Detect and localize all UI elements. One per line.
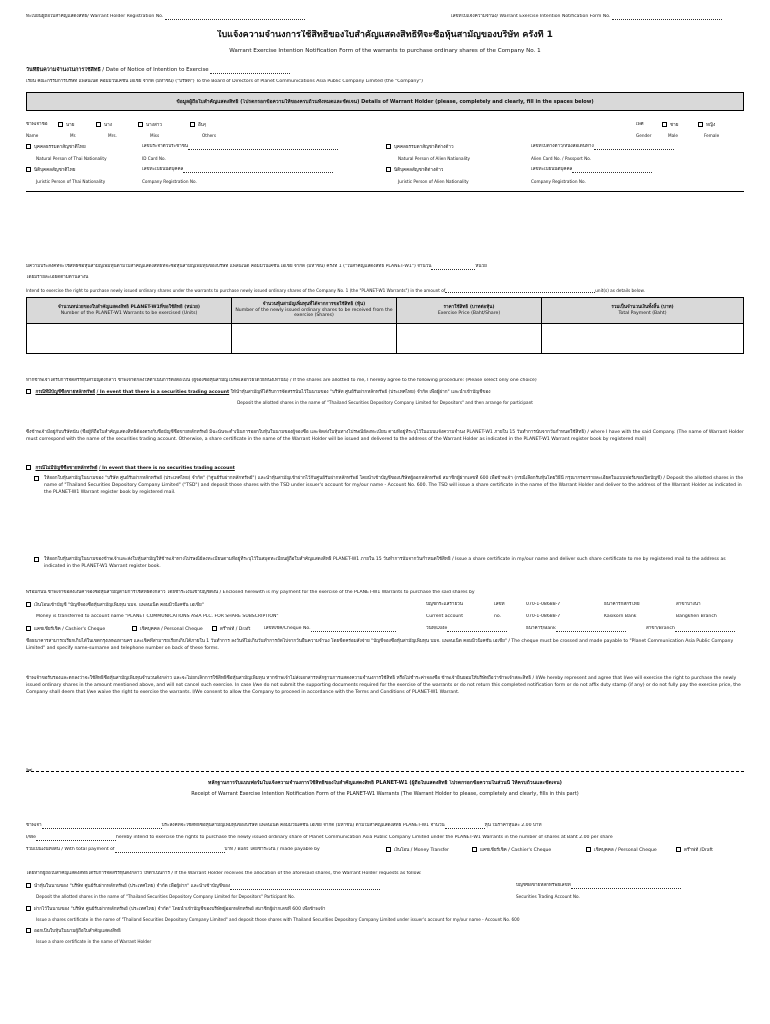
alien-reg-no-field[interactable] [572,168,652,173]
receipt-opt-cashier: แคชเชียร์เช็ค / Cashier's Cheque [480,848,552,853]
alien-juristic-checkbox[interactable] [386,167,391,172]
opt1-checkbox[interactable] [26,389,31,394]
title-checkbox-miss[interactable] [138,122,143,127]
intend-unit-th: หน่วย [475,264,487,269]
delivery-intro: หากข้าพเจ้าได้รับการจัดสรรหุ้นสามัญดังกล่าว ข้าพเจ้าตกลงให้ดำเนินการดังต่อไปนี้ (ผู้จองซื้อหุ้นสามัญโปรดเลือกวิธีใดวิธีหนึ่งเท่านั้น) / If the shares are allotted to me, I hereby agree to the following procedure: (Please select only one choice) [26,378,537,383]
alien-natural-label: บุคคลธรรมดาสัญชาติต่างด้าว [394,145,454,150]
receipt-opt-draft: ดร๊าฟท์ /Draft [684,848,713,853]
opt1-th: กรณีที่มีบัญชีซื้อขายหลักทรัพย์ [35,390,96,395]
intend-th2: โดยมีรายละเอียดตามด้านล่างนี้ [26,275,89,280]
branch-th: สาขาบางนา [676,602,701,607]
receipt-l2b: hereby intend to exercise the rights to purchase the newly issued ordinary share of Planet Communication Asia Public Company Limited under the PLANET-W1 Warrants in the number of shares at Baht 2.00 per share [116,835,613,840]
cheque-no-field[interactable] [311,627,396,632]
alien-id-label: เลขที่ใบต่างด้าว/หนังสือเดินทาง [531,144,594,149]
receipt-r1-en-b: Securities Trading Account No. [516,894,580,899]
thai-natural-en: Natural Person of Thai Nationality [36,156,107,161]
cut-line [26,771,744,772]
acct-no: 070-1-08688-7 [526,602,561,607]
warrant-table [26,297,744,354]
receipt-l1c: หุ้น ในราคาหุ้นละ 2.00 บาท [484,823,542,828]
intend-th: มีความประสงค์ที่จะใช้สิทธิซื้อหุ้นสามัญเพิ่มทุนตามใบสำคัญแสดงสิทธิที่จะซื้อหุ้นสามัญเพิ่มทุนของบริษัท แพลนเน็ต คอมมิวนิเคชั่น เอเชีย จำกัด (มหาชน) ครั้งที่ 1 ("ใบสำคัญแสดงสิทธิ PLANET-W1") จำนวน [26,264,432,269]
notice-date-label-en: / Date of Notice of Intention to Exercise [102,67,209,73]
person-type-row-1 [26,144,744,151]
thai-juristic-label: นิติบุคคลสัญชาติไทย [34,168,76,173]
alien-juristic-en: Juristic Person of Alien Nationality [398,179,469,184]
bank-th: ธนาคารกสิกรไทย [604,602,640,607]
receipt-l3b: บาท / Baht โดยชำระเงิน / made payable by [224,847,320,852]
receipt-l3 [26,847,744,853]
units-cell[interactable] [27,324,232,354]
intend-units-en-field[interactable] [445,288,595,293]
cheque-bank-label: ธนาคาร/Bank [526,626,556,631]
thai-juristic-checkbox[interactable] [26,167,31,172]
col1-en: Number of the PLANET-W1 Warrants to be exercised (Units) [60,310,198,316]
col2-en: Number of the newly issued ordinary shares to be received from the exercise (Shares) [235,307,393,319]
receipt-r3-en-text: Issue a share certificate in the name of Warrant Holder [36,939,152,944]
gender-en: Gender [636,133,652,138]
cheque-date-field[interactable] [447,627,507,632]
reg-no-field[interactable] [183,168,333,173]
receipt-opt-transfer: เงินโอน / Money Transfer [394,848,449,853]
holder-reg-no-field[interactable] [165,15,305,20]
title-mr-th: นาย [66,123,75,128]
opt2-th: กรณีไม่มีบัญชีซื้อขายหลักทรัพย์ [35,466,98,471]
receipt-l2a: I/We [26,835,37,840]
title-checkbox-other[interactable] [190,122,195,127]
person-type-en-row-2 [26,179,744,184]
notice-date-field[interactable] [210,69,290,74]
transfer-row [26,602,744,609]
receipt-r3-checkbox[interactable] [26,928,31,933]
warrant-table-entry-row [27,324,744,354]
receipt-r1-broker-field[interactable] [230,885,380,890]
acct-no-en: 070-1-08688-7 [526,614,561,619]
acct-no-en-label: no. [494,614,502,619]
receipt-name-field[interactable] [42,824,162,829]
receipt-personal-checkbox[interactable] [586,847,591,852]
price-cell[interactable] [397,324,542,354]
notice-date-label-th: วันที่ยื่นความจำนงในการใช้สิทธิ [26,67,101,73]
receipt-shares-field[interactable] [445,824,485,829]
receipt-r1-acct-field[interactable] [571,884,681,889]
receipt-name-en-field[interactable] [36,836,116,841]
payment-intro: พร้อมกันนี้ ข้าพเจ้าขอส่งเงินค่าจองซื้อหุ้นสามัญตามการใช้สิทธิดังกล่าว โดยชำระเงินเข้าบัญชีดังนี้ / Enclosed herewith is my payment for the exercise of the PLANET-W1 Warrants to purchase the said shares by [26,590,475,595]
title-miss-en: Miss [150,133,160,138]
reg-no-label: เลขทะเบียนนิติบุคคล [142,167,184,172]
receipt-l1 [26,823,744,829]
cheque-bank-field[interactable] [556,627,626,632]
sex-female-th: หญิง [706,123,716,128]
thai-juristic-en: Juristic Person of Thai Nationality [36,179,106,184]
opt1-row [26,389,744,396]
person-type-en-row-1 [26,156,744,161]
receipt-l2 [26,835,744,841]
receipt-title-th: หลักฐานการรับแบบฟอร์มใบแจ้งความจำนงการใช้สิทธิของใบสำคัญแสดงสิทธิ PLANET-W1 (ผู้ถือใบแสดงสิทธิ โปรดกรอกข้อความในส่วนนี้ ให้ครบถ้วนและชัดเจน) [208,780,562,786]
deposit-en: Deposit the allotted shares in the name of "Thailand Securities Depository Company Limited for Depositors" and then arrange for participant [237,400,533,405]
person-type-row-2 [26,167,744,174]
receipt-cashier-checkbox[interactable] [472,847,477,852]
title-other-th: อื่นๆ [198,123,207,128]
title-checkbox-mrs[interactable] [96,122,101,127]
opt1-en: / In event that there is a securities trading account [96,390,230,395]
opt1-rest: ให้นำหุ้นสามัญที่ได้รับการจัดสรรนั้นไว้ในนามของ "บริษัท ศูนย์รับฝากหลักทรัพย์ (ประเทศไทย) จำกัด เพื่อผู้ฝาก" และนำเข้าบัญชีของ [230,390,491,395]
intend-en: Intend to exercise the right to purchase newly issued ordinary shares under the warrants to purchase newly issued ordinary shares of the Company No. 1 (the "PLANET-W1 Warrants") in the amount of [26,288,446,293]
male-en: Male [668,133,678,138]
warrant-table-header [27,298,744,324]
cashier-cheque-checkbox[interactable] [26,626,31,631]
title-miss-th: นางสาว [146,123,162,128]
title-th: ใบแจ้งความจำนงการใช้สิทธิของใบสำคัญแสดงสิทธิที่จะซื้อหุ้นสามัญของบริษัท ครั้งที่ 1 [217,30,553,40]
receipt-r1-en [26,894,744,899]
col4-th: รวมเป็นจำนวนเงินทั้งสิ้น (บาท) [611,304,674,310]
title-checkbox-mr[interactable] [58,122,63,127]
holder-reg-no-label: ทะเบียนผู้ถือใบสำคัญแสดงสิทธิ/ Warrant Holder Registration No. [26,14,164,19]
title-other-en: Others [202,133,217,138]
id-card-en: ID Card No. [142,156,166,161]
personal-cheque-label: เช็คบุคคล / Personal Cheque [140,627,203,632]
cashier-cheque-label: แคชเชียร์เช็ค / Cashier's Cheque [34,627,106,632]
scissors-icon: ✂ [26,766,33,775]
alien-juristic-label: นิติบุคคลสัญชาติต่างด้าว [394,168,444,173]
personal-cheque-checkbox[interactable] [132,626,137,631]
title-mrs-th: นาง [104,123,112,128]
p3-checkbox[interactable] [34,557,39,562]
sex-male-checkbox[interactable] [662,122,667,127]
transfer-th: เงินโอนเข้าบัญชี "บัญชีจองซื้อหุ้นสามัญเพิ่มทุน บมจ. แพลนเน็ต คอมมิวนิเคชั่น เอเชีย" [34,603,204,608]
draft-checkbox[interactable] [212,626,217,631]
receipt-l1b: ประสงค์ที่จะใช้สิทธิซื้อหุ้นสามัญเพิ่มทุนของบริษัท แพลนเน็ต คอมมิวนิเคชั่น เอเชีย จำกัด (มหาชน) ตามใบสำคัญแสดงสิทธิ PLANET-W1 จำนวน [161,823,445,828]
acct-type-th: บัญชีกระแสรายวัน [426,602,463,607]
receipt-r1-checkbox[interactable] [26,883,31,888]
receipt-r1 [26,883,744,890]
notif-form-no-label: เลขที่ใบแจ้งความจำนง/ Warrant Exercise Intention Notification Form No. [451,14,611,19]
receipt-r1b: บัญชีซื้อขายหลักทรัพย์เลขที่ [516,883,571,888]
divider-holder [26,191,744,192]
notice-date-row [26,67,744,74]
transfer-checkbox[interactable] [26,602,31,607]
holder-name-row [26,122,744,128]
p3: ให้ออกใบหุ้นสามัญในนามของข้าพเจ้าและส่งใบหุ้นสามัญให้ข้าพเจ้าทางไปรษณีย์ลงทะเบียนตามที่อยู่ที่ระบุไว้ในสมุดทะเบียนผู้ถือใบสำคัญแสดงสิทธิ PLANET-W1 ภายใน 15 วันทำการนับจากวันกำหนดใช้สิทธิ / Issue a share certificate in my/our name and deliver such share certificate to me by registered mail to the address as indicated in the PLANET-W1 Warrant register book. [44,557,726,570]
receipt-amount-field[interactable] [115,848,225,853]
receipt-r1-en-text: Deposit the allotted shares in the name of "Thailand Securities Depository Company Limited for Depositors" Participant No. [36,894,295,899]
receipt-r2-text: ฝากไว้ในนามของ "บริษัท ศูนย์รับฝากหลักทรัพย์ (ประเทศไทย) จำกัด" โดยนำเข้าบัญชีของบริษัทผู้ออกหลักทรัพย์ สมาชิกผู้ฝากเลขที่ 600 เพื่อข้าพเจ้า [34,907,326,912]
thai-natural-checkbox[interactable] [26,144,31,149]
warrant-exercise-form [26,10,744,1014]
bank-en: Kasikorn Bank [604,614,637,619]
cheque-branch-label: สาขา/Branch [646,626,675,631]
branch-en: Bangkhen Branch [676,614,717,619]
alien-card-en: Alien Card No. / Passport No. [531,156,592,161]
receipt-title-en: Receipt of Warrant Exercise Intention Notification Form of the PLANET-W1 Warrants (The Warrant Holder to please, completely and clearly, fills in this part) [191,791,579,797]
opt2-en: / In event that there is no securities trading account [98,466,235,471]
intend-units-field[interactable] [431,265,475,270]
alien-reg-no-label: เลขทะเบียนนิติบุคคล [531,167,573,172]
transfer-en-row [26,614,744,620]
p3-checkbox-wrap [34,557,42,564]
receipt-l3a: รวมเป็นเงินทั้งสิ้น / With total payment of [26,847,115,852]
top-reg-line [26,14,744,20]
intend-unit-en: unit(s) as details below. [595,288,645,293]
acct-type-en: Current account [426,614,464,619]
opt2-row [26,465,744,472]
cheque-row [26,626,744,633]
undertake: ข้าพเจ้าขอรับรองและตกลงว่าจะใช้สิทธิซื้อหุ้นสามัญเพิ่มทุนจำนวนดังกล่าว และจะไม่ยกเลิกการใช้สิทธิซื้อหุ้นสามัญเพิ่มทุน หากข้าพเจ้าไม่ส่งเอกสารหลักฐานการแสดงความจำนงการใช้สิทธิ หรือไม่ชำระค่าจองซื้อ ข้าพเจ้ายินยอมให้บริษัทถือว่าข้าพเจ้าสละสิทธิ / I/We hereby represent and agree that I/we will exercise the right to purchase the newly issued ordinary shares in the amount mentioned above, and will not cancel such exercise. In case I/we do not submit the supporting documents required for the exercise of the warrants or do not return this completed notification form or do not affix duty stamp (if any) or do not fully pay the exercise price, the Company shall deem that I/we waive the right to exercise the warrants. I/We consent to allow the Company to proceed in accordance with the Terms and Conditions of PLANET-W1 Warrant. [26,676,741,696]
receipt-r3-en [26,939,744,944]
receipt-r3-text: ออกเป็นใบหุ้นในนามผู้ถือใบสำคัญแสดงสิทธิ [34,929,121,934]
receipt-r2-en [26,917,744,922]
thai-natural-label: บุคคลธรรมดาสัญชาติไทย [34,145,86,150]
intend-th-row [26,264,744,270]
receipt-l5: โดยหากผู้ถือใบสำคัญแสดงสิทธิได้รับการจัดสรรหุ้นดังกล่าว ให้ดำเนินการ / If the Warrant Holder receives the allocation of the aforesaid shares, the Warrant Holder requests as follow: [26,871,422,876]
thai-id-label: เลขประจำตัวประชาชน [142,144,189,149]
receipt-draft-checkbox[interactable] [676,847,681,852]
details-header: ข้อมูลผู้ถือใบสำคัญแสดงสิทธิ (โปรดกรอกข้อความให้ของครบถ้วนทั้งหมดและชัดเจน) Details of Warrant Holder (please, completely and clearly, fill in the spaces below) [176,99,594,105]
thai-id-field[interactable] [188,145,338,150]
p2-checkbox-wrap [34,476,42,483]
receipt-r2-checkbox[interactable] [26,906,31,911]
title-mrs-en: Mrs. [108,133,117,138]
sex-male-th: ชาย [670,123,679,128]
holder-name-field[interactable] [206,124,546,128]
sex-label: เพศ [636,122,644,127]
p2: ให้ออกใบหุ้นสามัญในนามของ "บริษัท ศูนย์รับฝากหลักทรัพย์ (ประเทศไทย) จำกัด" ("ศูนย์รับฝากหลักทรัพย์") และนำหุ้นสามัญเข้าฝากไว้กับศูนย์รับฝากหลักทรัพย์ โดยนำเข้าบัญชีของบริษัทผู้ออกหลักทรัพย์ สมาชิกผู้ฝากเลขที่ 600 เพื่อข้าพเจ้า (กรณีเลือกรับหุ้นโดยวิธีนี้ กรุณากรอกรายละเอียดในแบบฟอร์มขอเปิดบัญชี) / Deposit the allotted shares in the name of "Thailand Securities Depository Company Limited" ("TSD") and deposit those shares with the TSD under issuer's account for my/our name - Account No. 600. The TSD will issue a share certificate in the name of the Warrant Holder and deliver to the address of the Warrant Holder as indicated in the PLANET-W1 Warrant register book by registered mail. [44,476,744,496]
alien-natural-checkbox[interactable] [386,144,391,149]
cheque-branch-field[interactable] [675,627,735,632]
holder-name-en-row [26,133,744,138]
draft-label: ดร๊าฟท์ / Draft [220,627,251,632]
receipt-r2 [26,906,744,913]
shares-cell[interactable] [232,324,397,354]
col4-en: Total Payment (Baht) [618,310,667,316]
receipt-transfer-checkbox[interactable] [386,847,391,852]
col3-th: ราคาใช้สิทธิ (บาทต่อหุ้น) [443,304,495,310]
notice-to: เรียน คณะกรรมการบริษัท แพลนเน็ต คอมมิวนิเคชั่น เอเชีย จำกัด (มหาชน) ("บริษัท") To the Board of Directors of Planet Communications Asia Public Company Limited (the "Company") [26,79,423,84]
cheque-note: ชื่อธนาคารสามารถเรียกเก็บได้ในเขตกรุงเทพมหานคร และเช็คที่สามารถเรียกเก็บได้ภายใน 1 วันทำการ ลงวันที่ไม่เกินวันทำการถัดไปจากวันยื่นความจำนง โดยขีดคร่อมสั่งจ่าย "บัญชีจองซื้อหุ้นสามัญเพิ่มทุน บมจ. แพลนเน็ต คอมมิวนิเคชั่น เอเชีย" / The cheque must be crossed and made payable to "Planet Communication Asia Public Company Limited" and specify name-surname and telephone number on back of these forms. [26,639,734,652]
title-en: Warrant Exercise Intention Notification Form of the warrants to purchase ordinary shares of the Company No. 1 [229,48,541,54]
name-prefix-label: ข้าพเจ้าชื่อ [26,122,48,127]
cheque-no-label: เลขที่เช็ค/Cheque No. [264,626,311,631]
receipt-r3 [26,928,744,935]
reg-no-en: Company Registration No. [142,179,197,184]
col3-en: Exercise Price (Baht/Share) [437,310,501,316]
total-cell[interactable] [542,324,744,354]
transfer-en: Money is transferred to account name "PLANET COMMUNICATIONS ASIA PLC. FOR SHARE SUBSCRIPTION" [36,614,279,619]
col1-th: จำนวนหน่วยของใบสำคัญแสดงสิทธิ PLANET-W1ที่ขอใช้สิทธิ (หน่วย) [58,304,200,310]
alien-natural-en: Natural Person of Alien Nationality [398,156,471,161]
alien-id-field[interactable] [594,145,674,150]
cheque-date-label: วันที่/Date [426,626,448,631]
receipt-l1a: ข้าพเจ้า [26,823,42,828]
p2-checkbox[interactable] [34,476,39,481]
title-mr-en: Mr. [70,133,77,138]
receipt-r1-text: นำหุ้นในนามของ "บริษัท ศูนย์รับฝากหลักทรัพย์ (ประเทศไทย) จำกัด เพื่อผู้ฝาก" และนำเข้าบัญชีของ [34,884,231,889]
intend-en-row [26,288,744,293]
col2-th: จำนวนหุ้นสามัญเพิ่มทุนที่ได้จากการขอใช้สิทธิ (หุ้น) [262,301,366,307]
name-en-label: Name [26,133,39,138]
sex-female-checkbox[interactable] [698,122,703,127]
notif-form-no-field[interactable] [612,15,722,20]
receipt-opt-personal: เช็คบุคคล / Personal Cheque [594,848,657,853]
alien-reg-no-en: Company Registration No. [531,179,586,184]
acct-no-label: เลขที่ [494,602,505,607]
p1: ซึ่งข้าพเจ้ามีอยู่กับบริษัทนั้น (ชื่อผู้ที่ถือใบสำคัญแสดงสิทธิต้องตรงกับชื่อบัญชีซื้อขายหลักทรัพย์ มิฉะนั้นจะดำเนินการออกใบหุ้นในนามของผู้จองซื้อ และจัดส่งใบหุ้นทางไปรษณีย์ลงทะเบียน ตามที่อยู่ที่ระบุไว้ในแบบแจ้งความจำนง PLANET-W1 ภายใน 15 วันทำการนับจากวันกำหนดใช้สิทธิ) / where I have with the said Company. (The name of Warrant Holder must correspond with the name of the securities trading account. Otherwise, a share certificate in the name of the Warrant Holder will be issued and delivered to the address of the Warrant Holder as indicated in the PLANET-W1 Warrant register book by registered mail) [26,430,744,443]
female-en: Female [704,133,720,138]
opt2-checkbox[interactable] [26,465,31,470]
receipt-r2-en-text: Issue a shares certificate in the name of "Thailand Securities Depository Company Limited" and deposit those shares with Thailand Securities Depository Company Limited under issuer's account for my/our name - Account No. 600 [36,917,520,922]
